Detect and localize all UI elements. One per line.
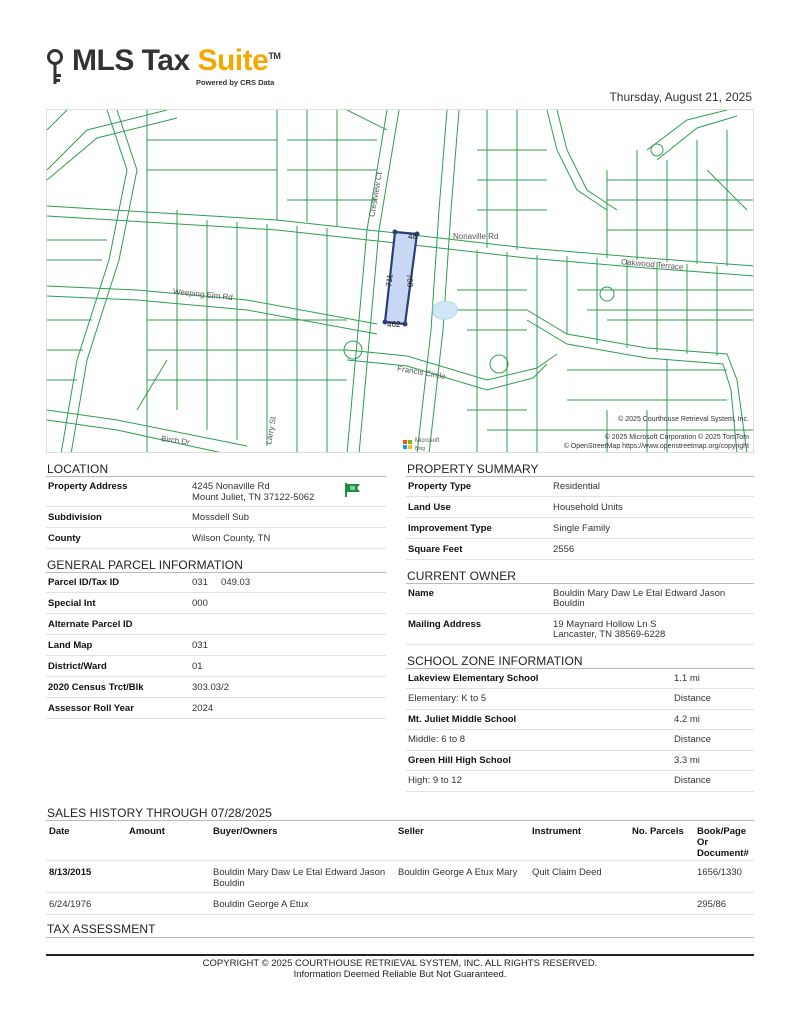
row-divider [46, 676, 386, 677]
key-icon [46, 48, 68, 86]
map-copyright-ms: © 2025 Microsoft Corporation © 2025 TomTom [604, 434, 749, 441]
divider [406, 583, 754, 584]
sales-title: SALES HISTORY THROUGH 07/28/2025 [47, 806, 273, 820]
row-divider [46, 592, 386, 593]
sale-2-buyer: Bouldin George A Etux [213, 899, 309, 910]
divider [46, 476, 386, 477]
row-divider [406, 770, 754, 771]
row-divider [46, 527, 386, 528]
sales-header-date: Date [49, 826, 70, 837]
sales-header-seller: Seller [398, 826, 424, 837]
row-divider [406, 613, 754, 614]
ms-logo-sub: Bing [415, 446, 426, 452]
row-divider [406, 517, 754, 518]
sale-2-book: 295/86 [697, 899, 727, 910]
road-label-oakwood: Oakwood Terrace [620, 257, 684, 272]
row-divider [406, 791, 754, 792]
map-flag-icon[interactable] [344, 482, 362, 498]
summary-title: PROPERTY SUMMARY [407, 462, 539, 476]
divider [406, 668, 754, 669]
road-label-nonaville: Nonaville Rd [453, 232, 499, 241]
road-label-birch: Birch Dr [160, 434, 191, 447]
row-divider [46, 914, 754, 915]
row-divider [406, 729, 754, 730]
sales-header-amount: Amount [129, 826, 165, 837]
sale-1-instrument: Quit Claim Deed [532, 867, 602, 878]
brand-logo [46, 44, 306, 92]
row-divider [406, 538, 754, 539]
row-divider [46, 697, 386, 698]
row-divider [406, 709, 754, 710]
divider [46, 937, 754, 938]
ms-logo-label: Microsoft [415, 438, 440, 444]
map-copyright-osm: © OpenStreetMap https://www.openstreetmap.org/copyright [563, 443, 749, 450]
road-label-crestview: Crestview Ct [367, 171, 385, 218]
divider [406, 476, 754, 477]
school-title: SCHOOL ZONE INFORMATION [407, 654, 583, 668]
footer [0, 958, 800, 980]
parcel-map[interactable] [46, 109, 754, 453]
sale-1-seller: Bouldin George A Etux Mary [398, 867, 518, 878]
brand-name: MLS Tax Suite™ [72, 44, 281, 77]
tax-title: TAX ASSESSMENT [47, 922, 156, 936]
row-divider [406, 559, 754, 560]
map-lines [47, 110, 754, 453]
sale-1-book: 1656/1330 [697, 867, 742, 878]
road-label-weeping-elm: Weeping Elm Rd [172, 286, 234, 303]
lot-dim-top: 48 [408, 232, 417, 241]
row-divider [46, 655, 386, 656]
sales-header-instrument: Instrument [532, 826, 582, 837]
footer-rule [46, 954, 754, 956]
row-divider [406, 496, 754, 497]
report-date: Thursday, August 21, 2025 [609, 90, 752, 104]
row-divider [46, 613, 386, 614]
row-divider [406, 688, 754, 689]
sale-2-date: 6/24/1976 [49, 899, 92, 910]
row-divider [406, 644, 754, 645]
row-divider [46, 860, 754, 861]
row-divider [46, 892, 754, 893]
row-divider [46, 506, 386, 507]
sales-header-book: Book/Page Or Document# [697, 826, 749, 859]
sale-1-date: 8/13/2015 [49, 867, 92, 878]
divider [46, 820, 754, 821]
sales-header-buyer: Buyer/Owners [213, 826, 278, 837]
row-divider [46, 634, 386, 635]
sales-header-parcels: No. Parcels [632, 826, 684, 837]
footer-copyright: COPYRIGHT © 2025 COURTHOUSE RETRIEVAL SYSTEM, INC. ALL RIGHTS RESERVED. [202, 958, 598, 969]
owner-title: CURRENT OWNER [407, 569, 517, 583]
parcel-title: GENERAL PARCEL INFORMATION [47, 558, 243, 572]
sale-1-buyer: Bouldin Mary Daw Le Etal Edward Jason Bouldin [213, 867, 386, 889]
map-copyright-crs: © 2025 Courthouse Retrieval System, Inc. [618, 416, 749, 423]
road-label-larry: Larry St [264, 415, 278, 446]
road-label-francis: Francis Circle [396, 363, 447, 382]
lot-dim-bottom: 462 [387, 320, 401, 329]
lot-dim-left: 711 [384, 273, 395, 288]
divider [46, 572, 386, 573]
location-title: LOCATION [47, 462, 109, 476]
lot-dim-right: 708 [404, 273, 415, 288]
footer-disclaimer: Information Deemed Reliable But Not Guaranteed. [293, 969, 507, 980]
row-divider [46, 718, 386, 719]
row-divider [46, 548, 386, 549]
brand-powered: Powered by CRS Data [196, 78, 275, 87]
row-divider [406, 750, 754, 751]
